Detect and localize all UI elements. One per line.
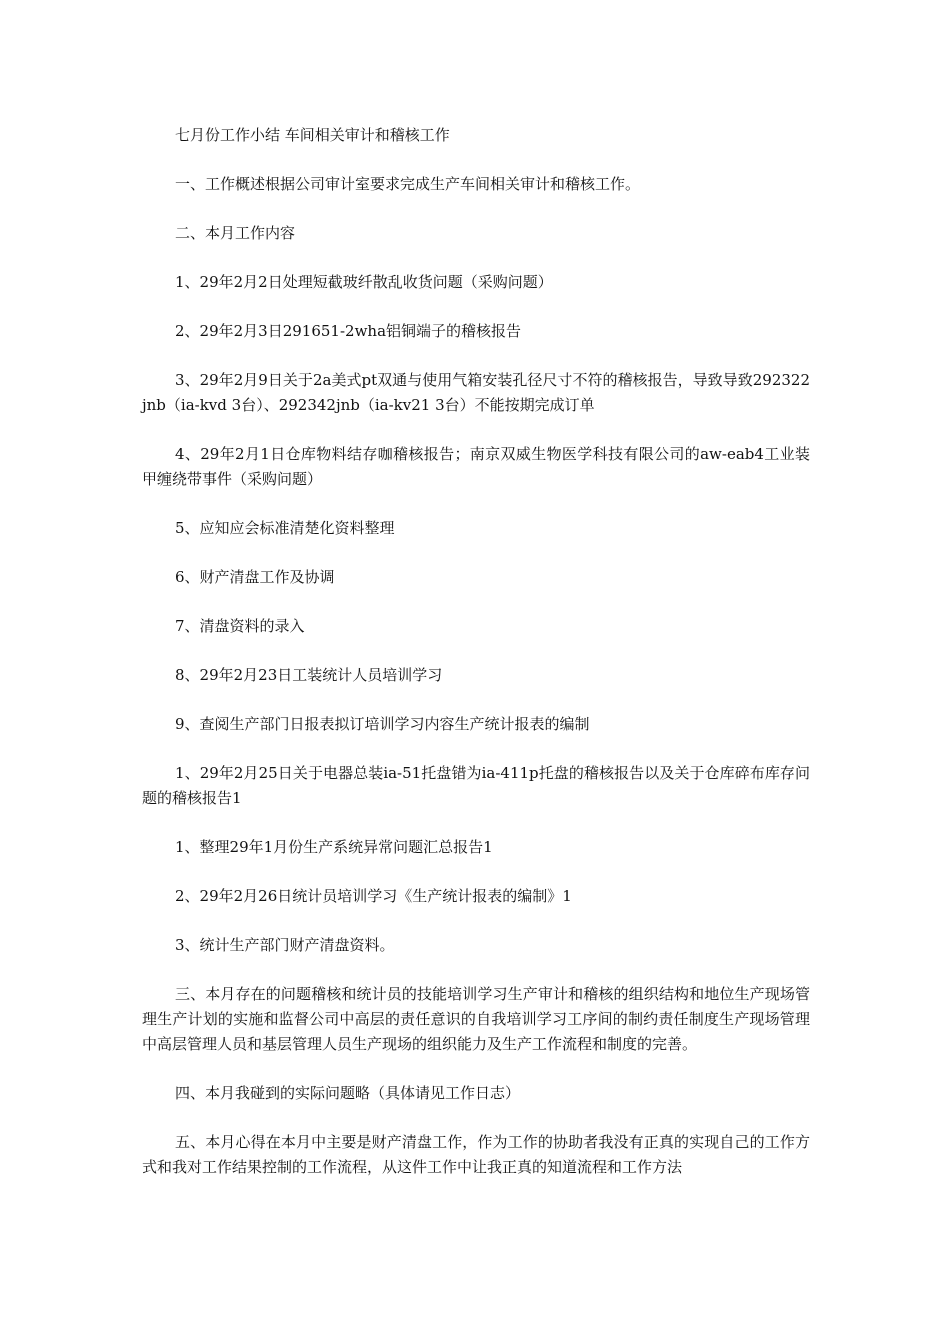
document-body <box>142 123 810 1180</box>
document-title: 七月份工作小结 车间相关审计和稽核工作 <box>175 126 450 144</box>
list-item: 8、29年2月23日工装统计人员培训学习 <box>175 666 443 684</box>
list-item: 4、29年2月1日仓库物料结存咖稽核报告；南京双威生物医学科技有限公司的aw-eab4工业装甲缠绕带事件（采购问题） <box>142 445 810 488</box>
list-item: 1、29年2月2日处理短截玻纤散乱收货问题（采购问题） <box>175 273 553 291</box>
list-item: 1、整理29年1月份生产系统异常问题汇总报告1 <box>175 838 493 856</box>
paragraph-problems: 三、本月存在的问题稽核和统计员的技能培训学习生产审计和稽核的组织结构和地位生产现场管理生产计划的实施和监督公司中高层的责任意识的自我培训学习工序间的制约责任制度生产现场管理中高层管理人员和基层管理人员生产现场的组织能力及生产工作流程和制度的完善。 <box>142 985 810 1053</box>
list-item: 6、财产清盘工作及协调 <box>175 568 335 586</box>
list-item: 2、29年2月3日291651-2wha铝铜端子的稽核报告 <box>175 322 522 340</box>
list-item: 2、29年2月26日统计员培训学习《生产统计报表的编制》1 <box>175 887 572 905</box>
list-item: 1、29年2月25日关于电器总装ia-51托盘错为ia-411p托盘的稽核报告以及关于仓库碎布库存问题的稽核报告1 <box>142 764 810 807</box>
paragraph-reflections: 五、本月心得在本月中主要是财产清盘工作，作为工作的协助者我没有正真的实现自己的工作方式和我对工作结果控制的工作流程，从这件工作中让我正真的知道流程和工作方法 <box>142 1133 810 1176</box>
paragraph-actual-issues: 四、本月我碰到的实际问题略（具体请见工作日志） <box>175 1084 521 1102</box>
list-item: 9、查阅生产部门日报表拟订培训学习内容生产统计报表的编制 <box>175 715 590 733</box>
list-item: 3、29年2月9日关于2a美式pt双通与使用气箱安装孔径尺寸不符的稽核报告，导致导致292322jnb（ia-kvd 3台）、292342jnb（ia-kv21 3台）不能按期完成订单 <box>142 371 810 414</box>
list-item: 5、应知应会标准清楚化资料整理 <box>175 519 395 537</box>
list-item: 7、清盘资料的录入 <box>175 617 305 635</box>
list-item: 3、统计生产部门财产清盘资料。 <box>175 936 395 954</box>
paragraph-overview: 一、工作概述根据公司审计室要求完成生产车间相关审计和稽核工作。 <box>175 175 641 193</box>
paragraph-section-heading: 二、本月工作内容 <box>175 224 296 242</box>
